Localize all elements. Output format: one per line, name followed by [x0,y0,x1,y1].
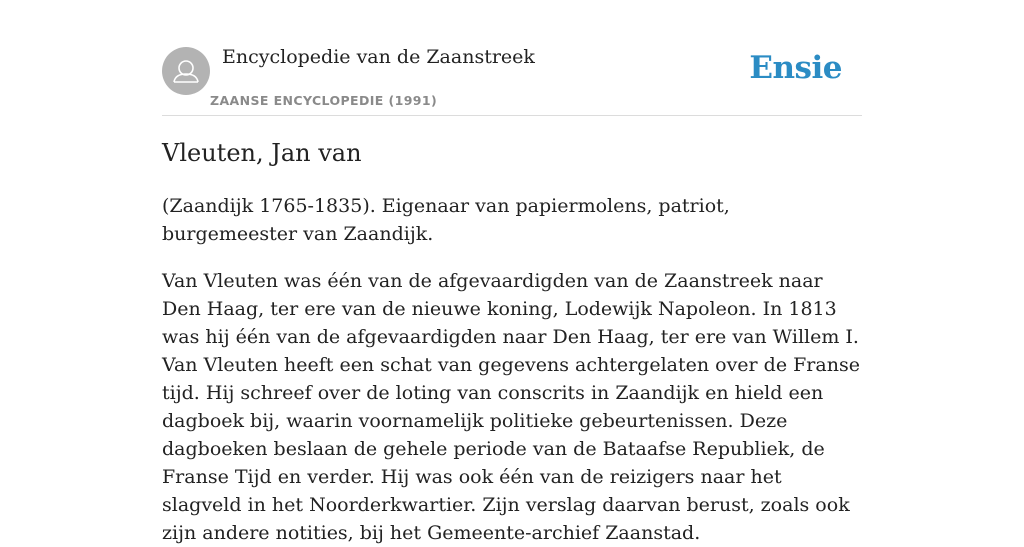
source-subtitle: ZAANSE ENCYCLOPEDIE (1991) [210,93,438,108]
source-header [162,0,862,116]
user-icon [162,47,210,95]
entry-paragraph-1: (Zaandijk 1765-1835). Eigenaar van papiermolens, patriot, burgemeester van Zaandijk. [162,195,730,245]
article-page [162,0,862,544]
entry-paragraph-2: Van Vleuten was één van de afgevaardigden van de Zaanstreek naar Den Haag, ter ere van de nieuwe koning, Lodewijk Napoleon. In 1813 was hij één van de afgevaardigden naar Den Haag, ter ere van Willem I. Van Vleuten heeft een schat van gegevens achtergelaten over de Franse tijd. Hij schreef over de loting van conscrits in Zaandijk en hield een dagboek bij, waarin voornamelijk politieke gebeurtenissen. Deze dagboeken beslaan de gehele periode van de Bataafse Republiek, de Franse Tijd en verder. Hij was ook één van de reizigers naar het slagveld in het Noorderkwartier. Zijn verslag daarvan berust, zoals ook zijn andere notities, bij het Gemeente-archief Zaanstad. [162,270,860,544]
source-title[interactable]: Encyclopedie van de Zaanstreek [222,46,535,68]
brand-logo[interactable]: Ensie [749,50,842,86]
source-avatar[interactable] [162,47,210,95]
entry-title: Vleuten, Jan van [162,139,362,167]
